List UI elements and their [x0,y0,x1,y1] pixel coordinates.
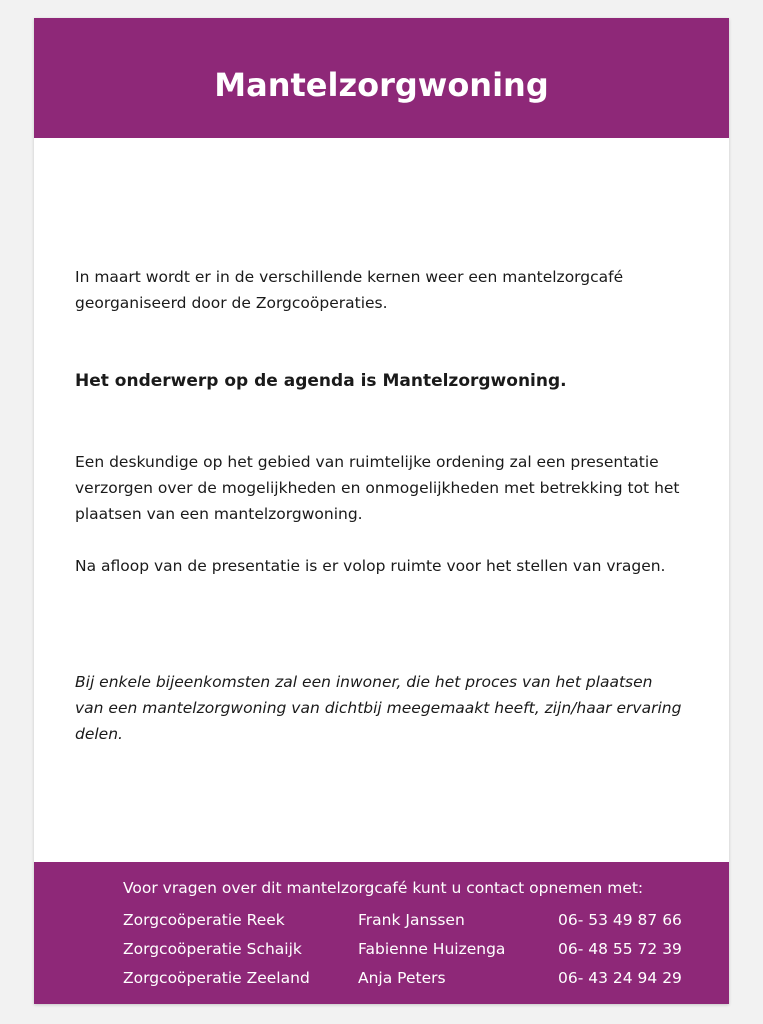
contact-organization: Zorgcoöperatie Reek [123,911,285,929]
contact-name: Anja Peters [358,969,446,987]
resident-experience-paragraph: Bij enkele bijeenkomsten zal een inwoner, die het proces van het plaatsen van een mantelzorgwoning van dichtbij meegemaakt heeft, zijn/haar ervaring delen. [75,673,682,743]
flyer-page [34,18,729,1004]
questions-paragraph: Na afloop van de presentatie is er volop ruimte voor het stellen van vragen. [75,557,666,575]
agenda-heading: Het onderwerp op de agenda is Mantelzorgwoning. [75,371,567,391]
contact-row [34,937,729,961]
header-banner [34,18,729,138]
contact-name: Frank Janssen [358,911,465,929]
contact-phone: 06- 53 49 87 66 [558,911,682,929]
contact-intro: Voor vragen over dit mantelzorgcafé kunt u contact opnemen met: [123,879,644,897]
contact-organization: Zorgcoöperatie Zeeland [123,969,310,987]
contact-row [34,966,729,990]
contact-phone: 06- 48 55 72 39 [558,940,682,958]
presentation-paragraph: Een deskundige op het gebied van ruimtelijke ordening zal een presentatie verzorgen over de mogelijkheden en onmogelijkheden met betrekking tot het plaatsen van een mantelzorgwoning. [75,453,680,523]
contact-row [34,908,729,932]
contact-footer [34,862,729,1004]
intro-paragraph: In maart wordt er in de verschillende kernen weer een mantelzorgcafé georganiseerd door de Zorgcoöperaties. [75,268,624,312]
page-title: Mantelzorgwoning [214,66,549,104]
contact-name: Fabienne Huizenga [358,940,506,958]
contact-organization: Zorgcoöperatie Schaijk [123,940,302,958]
contact-phone: 06- 43 24 94 29 [558,969,682,987]
